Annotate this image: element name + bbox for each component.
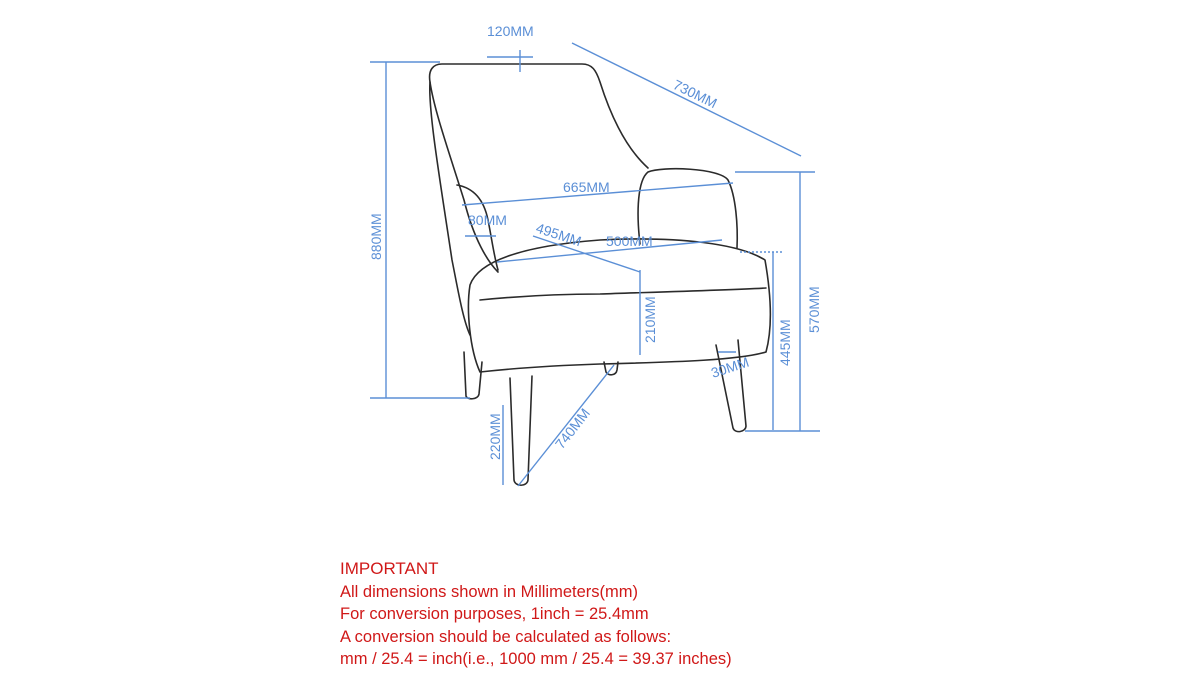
notice-heading: IMPORTANT bbox=[340, 559, 439, 578]
dimension-lines bbox=[370, 43, 820, 486]
label-cushion-height: 210MM bbox=[642, 296, 658, 343]
notice-line-conversion-intro: A conversion should be calculated as follows: bbox=[340, 627, 672, 646]
label-back-depth-top: 120MM bbox=[487, 23, 534, 39]
label-seat-height: 445MM bbox=[777, 319, 793, 366]
label-leg-span: 740MM bbox=[551, 405, 594, 452]
label-leg-height: 220MM bbox=[487, 413, 503, 460]
label-overall-depth: 730MM bbox=[670, 76, 720, 112]
chair-leg-front-left bbox=[510, 376, 532, 485]
label-arm-height: 570MM bbox=[806, 286, 822, 333]
chair-leg-front-right bbox=[716, 340, 746, 432]
important-notice bbox=[340, 558, 840, 671]
chair-left-side bbox=[430, 82, 470, 335]
chair-seat-front-edge bbox=[480, 288, 766, 300]
notice-line-conversion-formula: mm / 25.4 = inch(i.e., 1000 mm / 25.4 = 39.37 inches) bbox=[340, 650, 732, 668]
dimension-labels bbox=[368, 23, 822, 460]
notice-line-units: All dimensions shown in Millimeters(mm) bbox=[340, 582, 638, 601]
label-leg-width: 30MM bbox=[708, 353, 751, 381]
chair-outline bbox=[430, 64, 771, 485]
label-seat-depth: 495MM bbox=[534, 219, 584, 250]
notice-line-conversion-factor: For conversion purposes, 1inch = 25.4mm bbox=[340, 605, 649, 623]
chair-leg-back-left bbox=[464, 352, 482, 399]
label-arm-width: 80MM bbox=[468, 212, 507, 228]
label-seat-width: 500MM bbox=[606, 233, 653, 249]
label-overall-height: 880MM bbox=[368, 213, 384, 260]
chair-arm-right bbox=[638, 169, 737, 248]
label-overall-width: 665MM bbox=[563, 179, 610, 195]
